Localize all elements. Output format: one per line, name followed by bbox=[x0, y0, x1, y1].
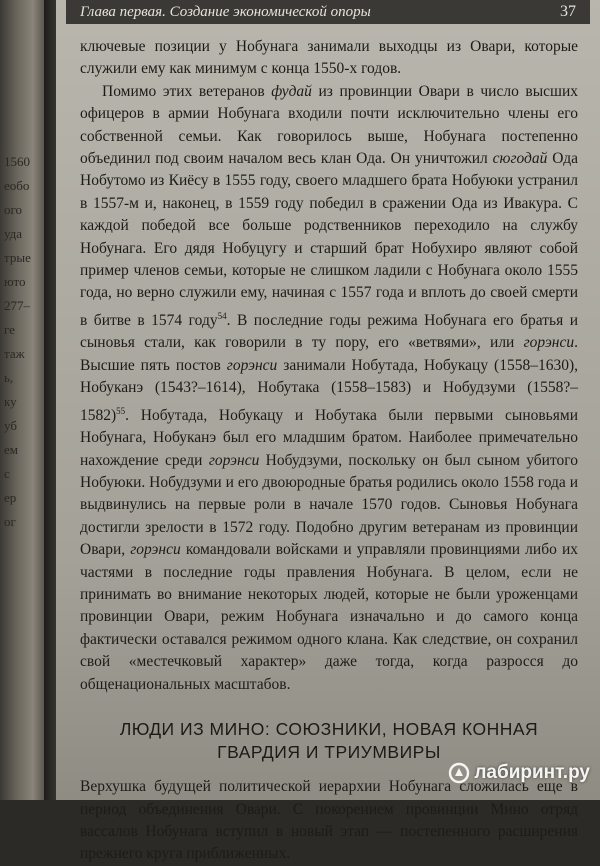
left-page-fragment: юто bbox=[4, 274, 26, 289]
left-page-fragment: ге bbox=[4, 322, 15, 337]
footnote-54: 54 bbox=[217, 310, 227, 321]
footnote-55: 55 bbox=[116, 405, 126, 416]
left-page-text-fragments bbox=[4, 150, 34, 534]
term-sugodai: сюгодай bbox=[492, 150, 548, 168]
left-page-fragment: ого bbox=[4, 202, 23, 217]
site-watermark bbox=[448, 762, 590, 784]
left-page-fragment: уб bbox=[4, 418, 17, 433]
section-heading-line-2: ГВАРДИЯ И ТРИУМВИРЫ bbox=[217, 742, 441, 763]
running-header-title: Глава первая. Создание экономической опоры bbox=[80, 3, 371, 20]
paragraph-relatives: Помимо этих ветеранов фудай из провинции Овари в число высших офицеров в армии Нобунага входили почти исключительно члены его собственной семьи. Как говорилось выше, Нобунага постепенно объединил под своим началом весь клан Ода. Он уничтожил сюгодай Ода Нобутомо из Киёсу в 1555 году, своего младшего брата Нобуюки устранил в 1557-м и, наконец, в 1559 году победил в сражении Ода из Ивакура. С каждой победой все больше родственников переходило на службу Нобунага. Его дядя Нобуцугу и старший брат Нобухиро являют собой пример членов семьи, которые не слишком ладили с Нобунага около 1555 года, но верно служили ему, начиная с 1557 года и вплоть до своей смерти в битве в 1574 году$^{54}$. В последние годы режима Нобунага его братья и сыновья стали, как говорили в ту пору, его «ветвями», или горэнси. Высшие пять постов горэнси занимали Нобутада, Нобукацу (1558–1630), Нобуканэ (1543?–1614), Нобутака (1558–1583) и Нобудзуми (1558?–1582)$^{55}$. Нобутада, Нобукацу и Нобутака были первыми сыновьями Нобунага, Нобуканэ был его младшим братом. Наиболее примечательно нахождение среди горэнси Нобудзуми, поскольку он был сыном убитого Нобуюки. Нобудзуми и его двоюродные братья родились около 1558 года и выдвинулись на первые роли в начале 1570 годов. Сыновья Нобунага достигли зрелости в 1572 году. Подобно другим ветеранам из провинции Овари, горэнси командовали войсками и управляли провинциями либо их частями в последние годы правления Нобунага. В целом, если не принимать во внимание некоторых людей, которые не были уроженцами провинции Овари, режим Нобунага изначально и до самого конца фактически оставался режимом одного клана. Как следствие, он сохранил свой «местечковый характер» даже тогда, когда разросся до общенациональных масштабов. bbox=[80, 82, 578, 693]
term-gorenshi: горэнси bbox=[130, 541, 181, 559]
running-header bbox=[66, 0, 590, 24]
section-heading bbox=[80, 718, 578, 764]
paragraph-mino: Верхушка будущей политической иерархии Нобунага сложилась еще в период объединения Овари. С покорением провинции Мино отряд вассалов Нобунага вступил в новый этап — постепенного расширения прежнего круга приближенных. bbox=[80, 778, 578, 863]
left-page-fragment: с bbox=[4, 466, 10, 481]
left-page-fragment: таж bbox=[4, 346, 25, 361]
paragraph-continuation: ключевые позиции у Нобунага занимали выходцы из Овари, которые служили ему как минимум с конца 1550-х годов. bbox=[80, 38, 578, 78]
left-page-fragment: 277– bbox=[4, 298, 30, 313]
left-page-fragment: ем bbox=[4, 442, 18, 457]
right-page bbox=[56, 0, 600, 863]
term-gorenshi: горэнси bbox=[523, 334, 575, 352]
page-body bbox=[80, 36, 578, 866]
page-number: 37 bbox=[560, 3, 576, 20]
labirint-logo-icon bbox=[448, 762, 470, 784]
term-fudai: фудай bbox=[271, 82, 312, 100]
watermark-text: лабиринт.ру bbox=[474, 762, 590, 783]
left-page-fragment: ер bbox=[4, 490, 17, 505]
section-heading-line-1: ЛЮДИ ИЗ МИНО: СОЮЗНИКИ, НОВАЯ КОННАЯ bbox=[119, 719, 539, 740]
left-page-fragment: трые bbox=[4, 250, 31, 265]
term-gorenshi: горэнси bbox=[208, 451, 260, 469]
term-gorenshi: горэнси bbox=[226, 356, 278, 374]
left-page-fragment: уда bbox=[4, 226, 23, 241]
left-page-fragment: 1560 bbox=[4, 154, 30, 169]
left-page-fragment: ь, bbox=[4, 370, 14, 385]
left-page bbox=[0, 0, 44, 800]
left-page-fragment: ог bbox=[4, 514, 16, 529]
left-page-fragment: ку bbox=[4, 394, 17, 409]
left-page-fragment: еобо bbox=[4, 178, 30, 193]
